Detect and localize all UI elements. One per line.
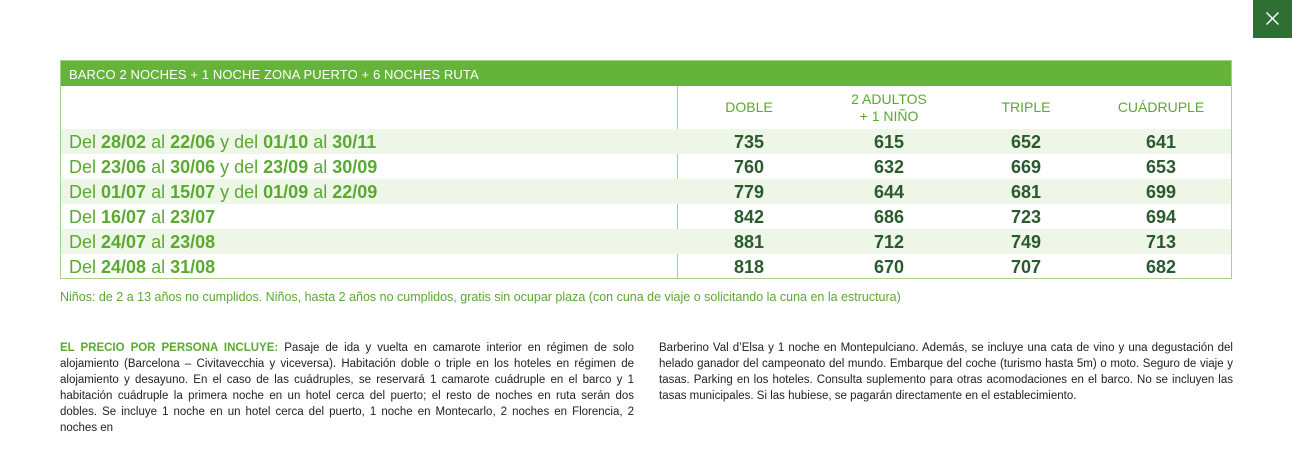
includes-left-column [60, 340, 634, 436]
price-cell: 682 [1145, 257, 1177, 277]
close-icon [1266, 12, 1279, 25]
period-connector: Del [69, 182, 102, 202]
period-connector: y del [215, 182, 264, 202]
column-header-triple: TRIPLE [1001, 99, 1051, 115]
price-cell: 712 [873, 232, 905, 252]
period-label [69, 229, 215, 254]
period-date: 23/06 [101, 157, 147, 177]
period-date: 23/08 [170, 232, 216, 252]
price-cell: 681 [1010, 182, 1042, 202]
table-title: BARCO 2 NOCHES + 1 NOCHE ZONA PUERTO + 6 NOCHES RUTA [61, 61, 1231, 86]
period-date: 30/06 [170, 157, 216, 177]
period-label [69, 179, 377, 204]
period-connector: Del [69, 157, 102, 177]
period-date: 23/07 [170, 207, 216, 227]
table-row [61, 254, 1231, 279]
price-cell: 735 [733, 132, 765, 152]
period-connector: al [308, 182, 333, 202]
price-cell: 818 [733, 257, 765, 277]
column-header-doble: DOBLE [725, 99, 773, 115]
close-button[interactable] [1253, 0, 1292, 38]
period-date: 22/09 [332, 182, 378, 202]
price-cell: 641 [1145, 132, 1177, 152]
includes-text-left: Pasaje de ida y vuelta en camarote interior en régimen de solo alojamiento (Barcelona – Civitavecchia y viceversa). Habitación doble o triple en los hoteles en régimen de alojamiento y desayuno. En el caso de las cuádruples, se reservará 1 camarote cuádruple en el barco y 1 habitación cuádruple la primera noche en un hotel cerca del puerto; el resto de noches en ruta serán dos dobles. Se incluye 1 noche en un hotel cerca del puerto, 1 noche en Montecarlo, 2 noches en Florencia, 2 noches en [60, 342, 635, 434]
table-row [61, 229, 1231, 254]
column-header-2-adultos-1-nino: 2 ADULTOS + 1 NIÑO [851, 90, 927, 124]
table-body [61, 129, 1231, 279]
period-date: 24/08 [101, 257, 147, 277]
period-label [69, 254, 215, 279]
period-connector: Del [69, 207, 102, 227]
period-date: 15/07 [170, 182, 216, 202]
includes-text-right: Barberino Val d’Elsa y 1 noche en Montepulciano. Además, se incluye una cata de vino y una degustación del helado ganador del campeonato del mundo. Embarque del coche (turismo hasta 5m) o moto. Seguro de viaje y tasas. Parking en los hoteles. Consulta suplemento para otras acomodaciones en el barco. No se incluyen las tasas municipales. Si las hubiese, se pagarán directamente en el establecimiento. [659, 342, 1233, 402]
period-connector: y del [215, 132, 264, 152]
period-label [69, 154, 377, 179]
children-note: Niños: de 2 a 13 años no cumplidos. Niños, hasta 2 años no cumplidos, gratis sin ocupar plaza (con cuna de viaje o solicitando la cuna en la estructura) [60, 290, 901, 304]
period-connector: al [308, 157, 333, 177]
price-table [60, 60, 1232, 279]
price-cell: 713 [1145, 232, 1177, 252]
price-cell: 723 [1010, 207, 1042, 227]
price-cell: 699 [1145, 182, 1177, 202]
column-header-cuadruple: CUÁDRUPLE [1117, 99, 1205, 115]
period-connector: Del [69, 257, 102, 277]
period-date: 31/08 [170, 257, 216, 277]
table-row [61, 179, 1231, 204]
period-date: 22/06 [170, 132, 216, 152]
price-cell: 842 [733, 207, 765, 227]
price-cell: 669 [1010, 157, 1042, 177]
period-connector: Del [69, 132, 102, 152]
period-date: 16/07 [101, 207, 147, 227]
period-connector: al [146, 232, 171, 252]
table-row [61, 154, 1231, 179]
includes-right-column [659, 340, 1233, 404]
table-row [61, 204, 1231, 229]
price-cell: 632 [873, 157, 905, 177]
price-cell: 644 [873, 182, 905, 202]
price-cell: 707 [1010, 257, 1042, 277]
period-connector: al [146, 157, 171, 177]
price-cell: 779 [733, 182, 765, 202]
period-connector: al [146, 257, 171, 277]
period-date: 01/07 [101, 182, 147, 202]
price-cell: 686 [873, 207, 905, 227]
period-date: 30/11 [332, 132, 377, 152]
period-label [69, 129, 376, 154]
period-connector: al [308, 132, 333, 152]
price-cell: 760 [733, 157, 765, 177]
period-date: 24/07 [101, 232, 147, 252]
period-date: 23/09 [263, 157, 309, 177]
period-date: 30/09 [332, 157, 378, 177]
period-connector: al [146, 132, 171, 152]
price-cell: 694 [1145, 207, 1177, 227]
period-label [69, 204, 215, 229]
period-connector: al [146, 207, 171, 227]
price-cell: 652 [1010, 132, 1042, 152]
price-cell: 881 [733, 232, 765, 252]
period-date: 01/09 [263, 182, 309, 202]
table-row [61, 129, 1231, 154]
period-date: 28/02 [101, 132, 147, 152]
price-cell: 653 [1145, 157, 1177, 177]
period-connector: Del [69, 232, 102, 252]
period-connector: al [146, 182, 171, 202]
price-cell: 749 [1010, 232, 1042, 252]
price-cell: 670 [873, 257, 905, 277]
period-date: 01/10 [263, 132, 309, 152]
price-cell: 615 [873, 132, 905, 152]
includes-heading: EL PRECIO POR PERSONA INCLUYE: [60, 342, 279, 354]
period-connector: y del [215, 157, 264, 177]
table-header-row [61, 86, 1231, 129]
